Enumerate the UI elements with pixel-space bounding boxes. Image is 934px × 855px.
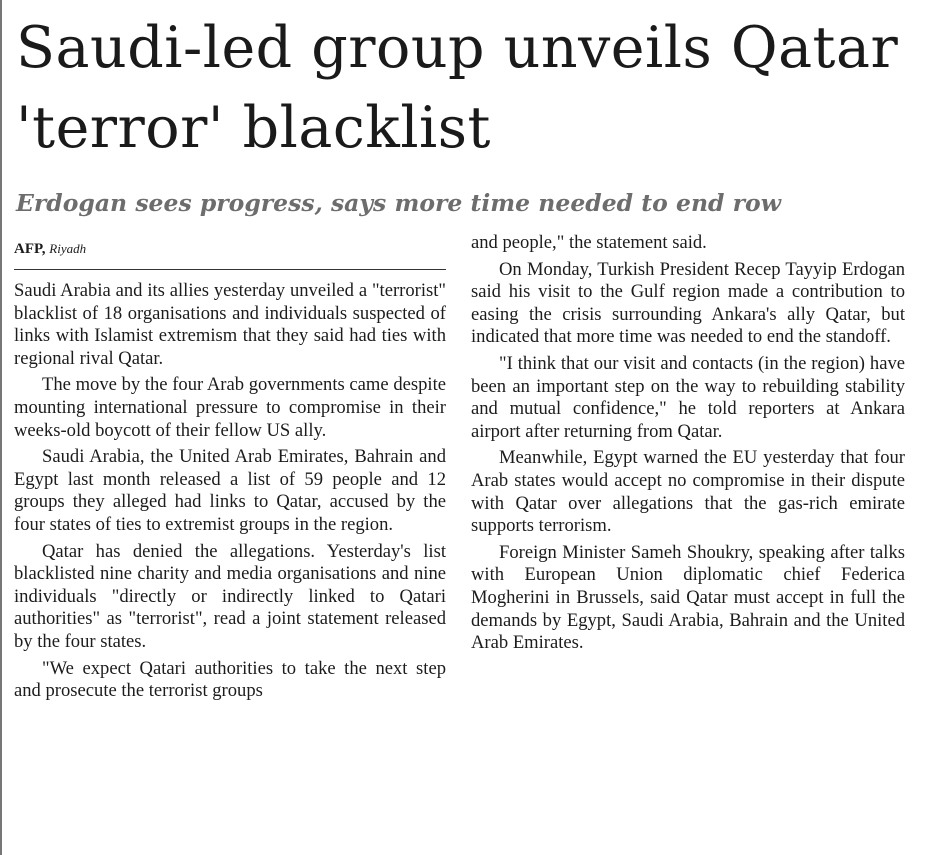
paragraph: Saudi Arabia, the United Arab Emirates, Bahrain and Egypt last month released a list of 59 people and 12 groups they alleged had links to Qatar, accused by the four states of ties to extremist groups in the region. (14, 446, 446, 535)
article-column-right (471, 232, 905, 659)
byline (14, 232, 446, 270)
paragraph: Foreign Minister Sameh Shoukry, speaking after talks with European Union diplomatic chief Federica Mogherini in Brussels, said Qatar must accept in full the demands by Egypt, Saudi Arabia, Bahrain and the United Arab Emirates. (471, 541, 905, 654)
paragraph: Saudi Arabia and its allies yesterday unveiled a "terrorist" blacklist of 18 organisations and individuals suspected of links with Islamist extremism that they said had ties with regional rival Qatar. (14, 280, 446, 369)
paragraph: "We expect Qatari authorities to take the next step and prosecute the terrorist groups (14, 657, 446, 702)
headline: Saudi-led group unveils Qatar 'terror' blacklist (16, 15, 899, 161)
paragraph: On Monday, Turkish President Recep Tayyip Erdogan said his visit to the Gulf region made a contribution to easing the crisis surrounding Ankara's ally Qatar, but indicated that more time was needed to end the standoff. (471, 258, 905, 348)
byline-dateline: Riyadh (49, 241, 87, 256)
subheadline: Erdogan sees progress, says more time needed to end row (16, 189, 781, 217)
paragraph: The move by the four Arab governments came despite mounting international pressure to compromise in their weeks-old boycott of their fellow US ally. (14, 374, 446, 441)
paragraph: Qatar has denied the allegations. Yesterday's list blacklisted nine charity and media organisations and nine individuals "directly or indirectly linked to Qatari authorities" as "terrorist", read a joint statement released by the four states. (14, 540, 446, 652)
paragraph: "I think that our visit and contacts (in the region) have been an important step on the way to rebuilding stability and mutual confidence," he told reporters at Ankara airport after returning from Qatar. (471, 352, 905, 442)
article-column-left (14, 232, 446, 707)
paragraph-continued: and people," the statement said. (471, 232, 707, 253)
page-edge-rule (0, 0, 2, 855)
byline-agency: AFP, (14, 241, 46, 257)
paragraph: Meanwhile, Egypt warned the EU yesterday that four Arab states would accept no compromise in their dispute with Qatar over allegations that the gas-rich emirate supports terrorism. (471, 447, 905, 537)
